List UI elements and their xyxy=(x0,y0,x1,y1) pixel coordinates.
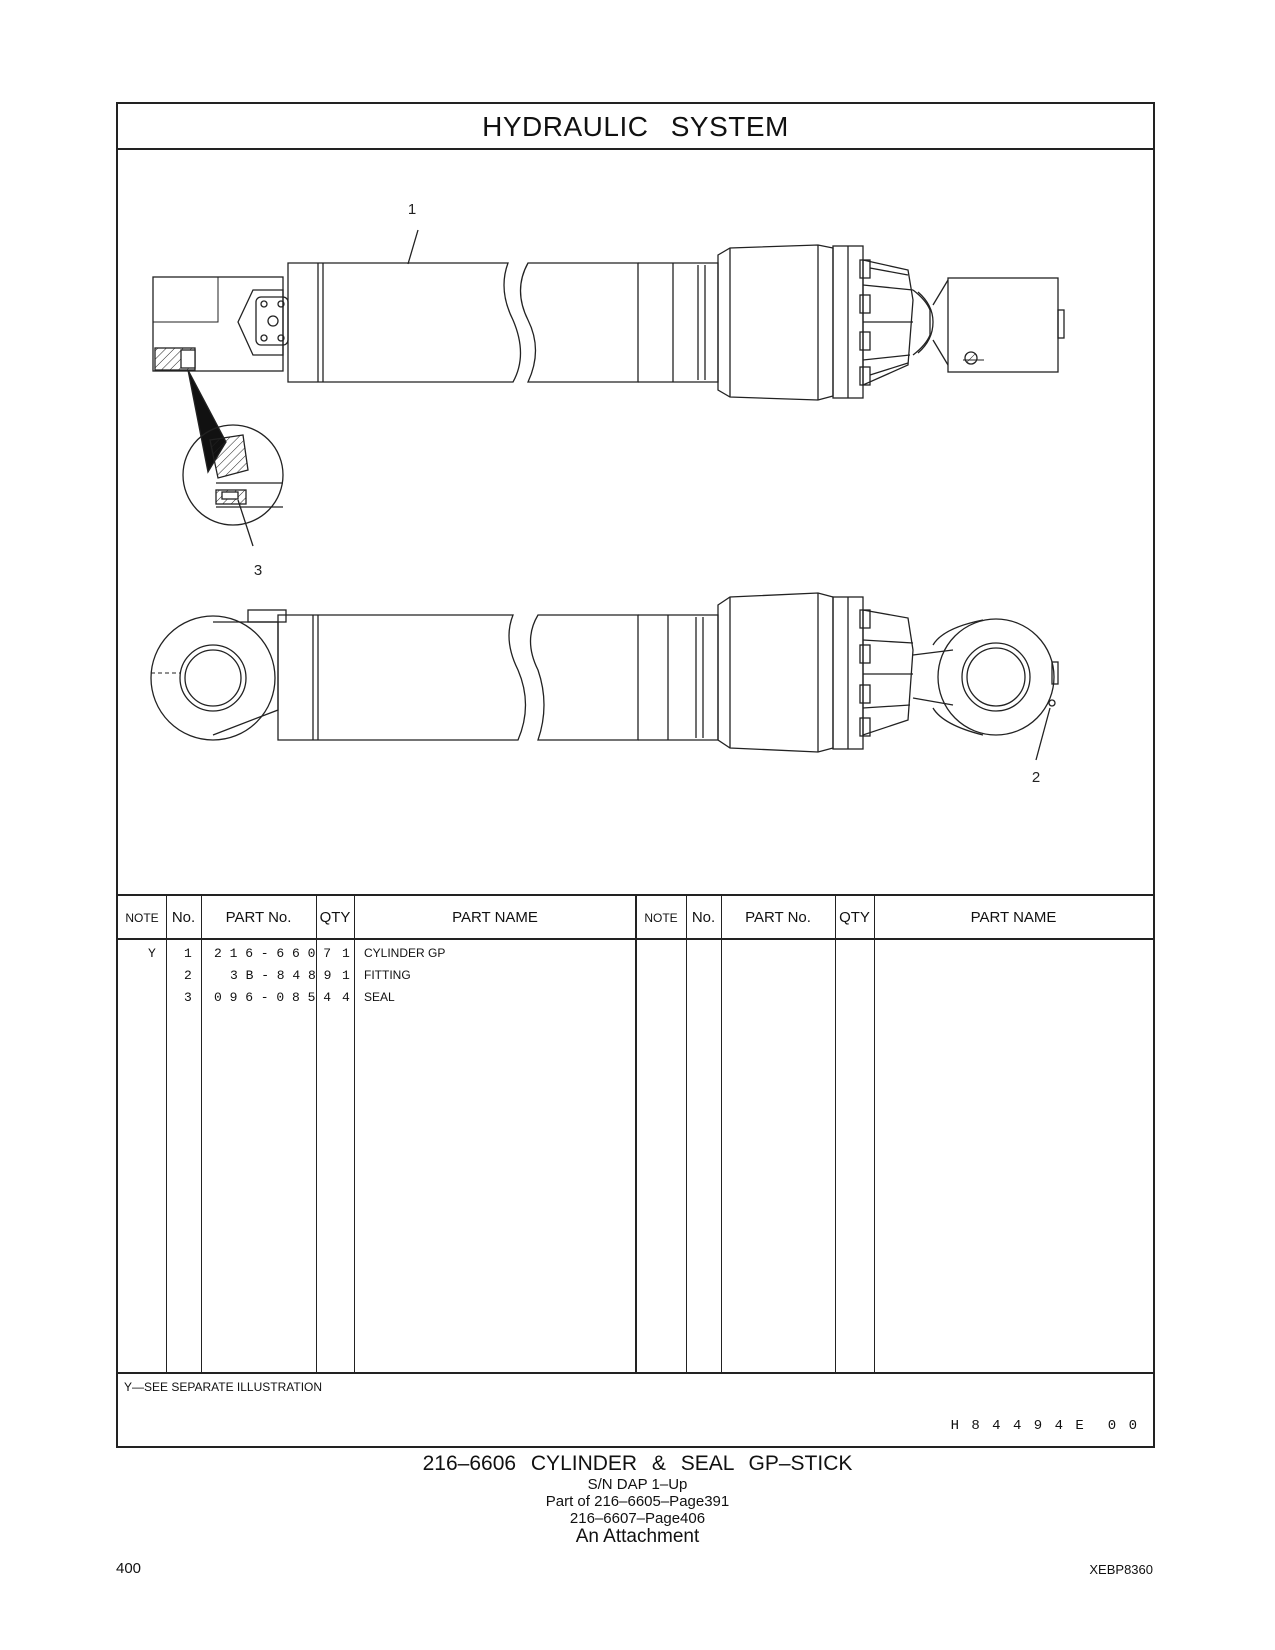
seal-detail-view xyxy=(183,370,283,546)
col-divider xyxy=(354,896,355,1374)
callout-2: 2 xyxy=(1031,769,1041,786)
illustration-id: H 8 4 4 9 4 E xyxy=(950,1418,1086,1434)
table-footnote: Y—SEE SEPARATE ILLUSTRATION xyxy=(124,1380,323,1394)
col-header-no: No. xyxy=(171,909,196,926)
callout-1: 1 xyxy=(407,201,417,218)
serial-range: S/N DAP 1–Up xyxy=(587,1476,688,1493)
row-part-no: 3 B - 8 4 8 9 xyxy=(230,968,332,983)
row-part-name: FITTING xyxy=(364,968,411,982)
parent-reference: Part of 216–6605–Page391 xyxy=(545,1493,730,1510)
col-header-qty-right: QTY xyxy=(839,909,870,926)
row-no: 1 xyxy=(184,946,192,961)
col-header-part-name: PART NAME xyxy=(452,909,538,926)
col-divider xyxy=(835,896,836,1374)
row-part-no: 2 1 6 - 6 6 0 7 xyxy=(214,946,332,961)
col-divider xyxy=(166,896,167,1374)
row-qty: 1 xyxy=(342,968,350,983)
row-part-name: CYLINDER GP xyxy=(364,946,446,960)
parts-page-frame xyxy=(116,102,1155,1448)
col-divider xyxy=(721,896,722,1374)
section-title-text: HYDRAULIC SYSTEM xyxy=(482,111,789,142)
row-part-no: 0 9 6 - 0 8 5 4 xyxy=(214,990,332,1005)
parts-table xyxy=(118,894,1153,1374)
child-reference: 216–6607–Page406 xyxy=(569,1510,706,1527)
col-divider xyxy=(686,896,687,1374)
illustration-rev: 0 0 xyxy=(1107,1418,1139,1434)
row-note: Y xyxy=(148,946,156,961)
row-qty: 1 xyxy=(342,946,350,961)
cylinder-top-view xyxy=(153,230,1064,400)
col-header-part-name-right: PART NAME xyxy=(970,909,1057,926)
col-header-part-no-right: PART No. xyxy=(745,909,811,926)
col-header-note: NOTE xyxy=(125,911,159,925)
page-number: 400 xyxy=(116,1560,142,1577)
illustration-code xyxy=(951,1418,1139,1434)
cylinder-illustration xyxy=(118,150,1153,894)
section-title xyxy=(118,104,1153,150)
callout-3: 3 xyxy=(253,562,263,579)
col-header-part-no: PART No. xyxy=(225,909,292,926)
row-qty: 4 xyxy=(342,990,350,1005)
col-divider xyxy=(874,896,875,1374)
col-header-no-right: No. xyxy=(691,909,716,926)
publication-number: XEBP8360 xyxy=(1089,1562,1153,1577)
col-divider xyxy=(201,896,202,1374)
row-part-name: SEAL xyxy=(364,990,395,1004)
col-header-qty: QTY xyxy=(319,909,351,926)
table-center-divider xyxy=(635,896,637,1374)
attachment-note: An Attachment xyxy=(575,1526,700,1547)
row-no: 3 xyxy=(184,990,192,1005)
cylinder-side-view xyxy=(151,593,1058,760)
col-header-note-right: NOTE xyxy=(644,911,678,925)
row-no: 2 xyxy=(184,968,192,983)
table-bottom-rule xyxy=(118,1372,1153,1374)
caption-details xyxy=(0,1476,1275,1527)
group-title: 216–6606 CYLINDER & SEAL GP–STICK xyxy=(422,1452,853,1475)
